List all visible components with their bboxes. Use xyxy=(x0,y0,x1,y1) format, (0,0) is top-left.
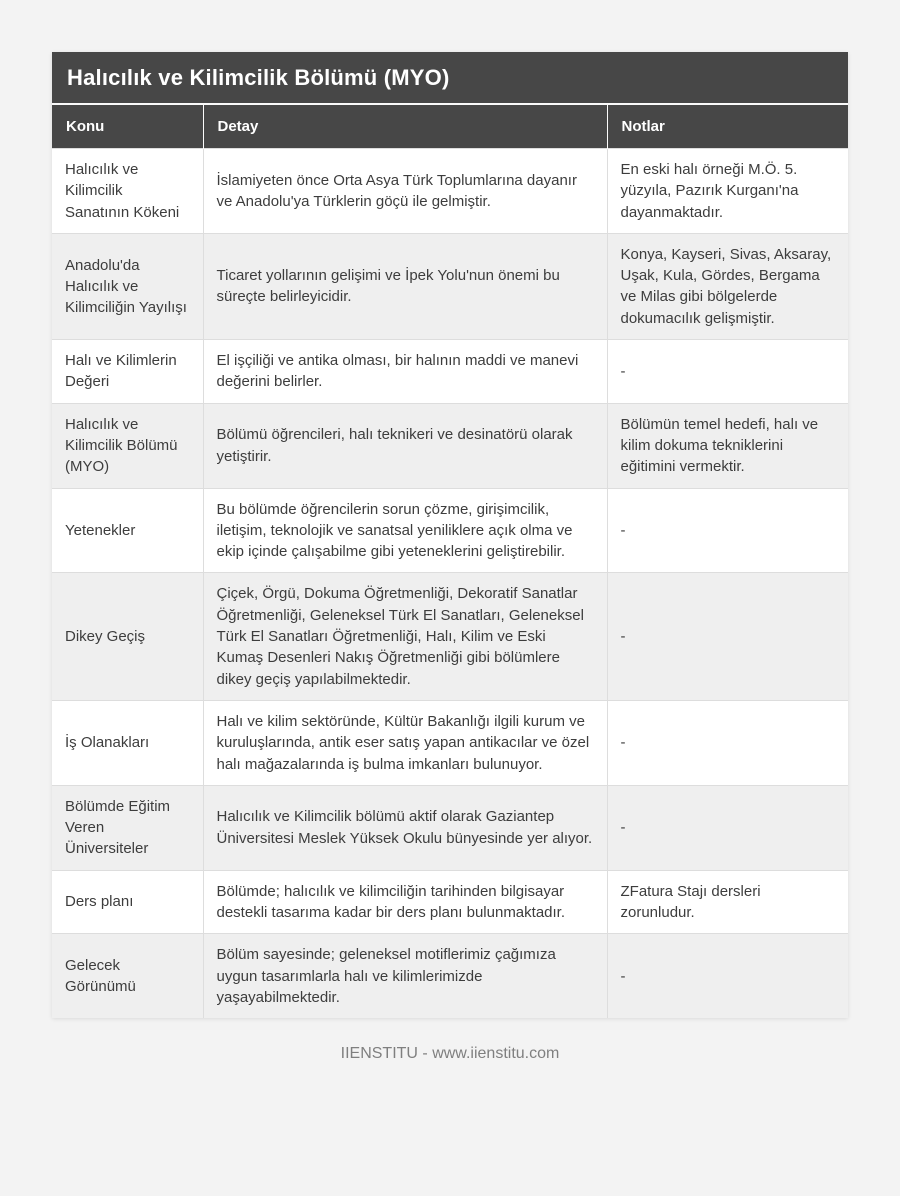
notlar-cell: - xyxy=(607,934,848,1018)
konu-cell: İş Olanakları xyxy=(52,700,203,785)
info-card xyxy=(52,52,848,1018)
info-table xyxy=(52,105,848,1018)
konu-cell: Ders planı xyxy=(52,870,203,934)
notlar-cell: Konya, Kayseri, Sivas, Aksaray, Uşak, Kula, Gördes, Bergama ve Milas gibi bölgelerde dokumacılık gelişmiştir. xyxy=(607,233,848,339)
notlar-cell: - xyxy=(607,488,848,573)
table-row xyxy=(52,149,848,234)
column-header-detay: Detay xyxy=(203,105,607,149)
notlar-cell: ZFatura Stajı dersleri zorunludur. xyxy=(607,870,848,934)
detay-cell: Ticaret yollarının gelişimi ve İpek Yolu'nun önemi bu süreçte belirleyicidir. xyxy=(203,233,607,339)
notlar-cell: - xyxy=(607,785,848,870)
detay-cell: Bölümde; halıcılık ve kilimciliğin tarihinden bilgisayar destekli tasarıma kadar bir ders planı bulunmaktadır. xyxy=(203,870,607,934)
detay-cell: Çiçek, Örgü, Dokuma Öğretmenliği, Dekoratif Sanatlar Öğretmenliği, Geleneksel Türk El Sanatları, Geleneksel Türk El Sanatları Öğretmenliği, Halı, Kilim ve Eski Kumaş Desenleri Nakış Öğretmenliği gibi bölümlere dikey geçiş yapılabilmektedir. xyxy=(203,573,607,700)
table-row xyxy=(52,488,848,573)
table-body xyxy=(52,149,848,1019)
konu-cell: Anadolu'da Halıcılık ve Kilimciliğin Yayılışı xyxy=(52,233,203,339)
footer-credit: IIENSTITU - www.iienstitu.com xyxy=(340,1045,560,1063)
notlar-cell: - xyxy=(607,700,848,785)
konu-cell: Yetenekler xyxy=(52,488,203,573)
page-title: Halıcılık ve Kilimcilik Bölümü (MYO) xyxy=(52,52,848,105)
notlar-cell: - xyxy=(607,340,848,404)
konu-cell: Gelecek Görünümü xyxy=(52,934,203,1018)
konu-cell: Bölümde Eğitim Veren Üniversiteler xyxy=(52,785,203,870)
table-row xyxy=(52,403,848,488)
detay-cell: Bu bölümde öğrencilerin sorun çözme, girişimcilik, iletişim, teknolojik ve sanatsal yeniliklere açık olma ve ekip içinde çalışabilme gibi yeteneklerini geliştirebilir. xyxy=(203,488,607,573)
column-header-konu: Konu xyxy=(52,105,203,149)
konu-cell: Halı ve Kilimlerin Değeri xyxy=(52,340,203,404)
table-row xyxy=(52,870,848,934)
detay-cell: Bölüm sayesinde; geleneksel motiflerimiz çağımıza uygun tasarımlarla halı ve kilimlerimizde yaşayabilmektedir. xyxy=(203,934,607,1018)
notlar-cell: Bölümün temel hedefi, halı ve kilim dokuma tekniklerini eğitimini vermektir. xyxy=(607,403,848,488)
detay-cell: Halıcılık ve Kilimcilik bölümü aktif olarak Gaziantep Üniversitesi Meslek Yüksek Okulu bünyesinde yer alıyor. xyxy=(203,785,607,870)
detay-cell: Bölümü öğrencileri, halı teknikeri ve desinatörü olarak yetiştirir. xyxy=(203,403,607,488)
table-row xyxy=(52,700,848,785)
konu-cell: Halıcılık ve Kilimcilik Sanatının Kökeni xyxy=(52,149,203,234)
table-row xyxy=(52,233,848,339)
header-row xyxy=(52,105,848,149)
notlar-cell: En eski halı örneği M.Ö. 5. yüzyıla, Pazırık Kurganı'na dayanmaktadır. xyxy=(607,149,848,234)
table-row xyxy=(52,573,848,700)
table-header xyxy=(52,105,848,149)
konu-cell: Halıcılık ve Kilimcilik Bölümü (MYO) xyxy=(52,403,203,488)
detay-cell: İslamiyeten önce Orta Asya Türk Toplumlarına dayanır ve Anadolu'ya Türklerin göçü ile gelmiştir. xyxy=(203,149,607,234)
detay-cell: El işçiliği ve antika olması, bir halının maddi ve manevi değerini belirler. xyxy=(203,340,607,404)
detay-cell: Halı ve kilim sektöründe, Kültür Bakanlığı ilgili kurum ve kuruluşlarında, antik eser satış yapan antikacılar ve özel halı mağazalarında iş bulma imkanları bulunuyor. xyxy=(203,700,607,785)
column-header-notlar: Notlar xyxy=(607,105,848,149)
table-row xyxy=(52,934,848,1018)
table-row xyxy=(52,785,848,870)
konu-cell: Dikey Geçiş xyxy=(52,573,203,700)
table-row xyxy=(52,340,848,404)
notlar-cell: - xyxy=(607,573,848,700)
